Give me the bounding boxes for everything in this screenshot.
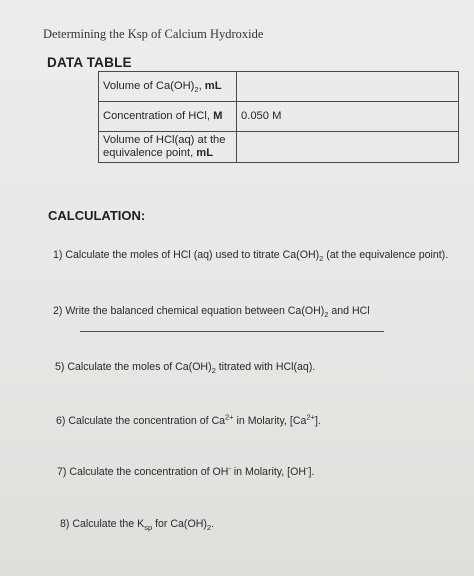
question-8: 8) Calculate the $K_{sp}$ for $Ca(OH)_2$. [60, 518, 215, 533]
row-label-volume-caoh2: Volume of $Ca(OH)_2$, mL [99, 72, 237, 102]
table-row [99, 102, 459, 132]
value-cell-concentration-hcl[interactable]: 0.050 M [237, 102, 459, 132]
value-cell-volume-hcl-equivalence[interactable] [237, 132, 459, 163]
document-title: Determining the Ksp of Calcium Hydroxide [43, 27, 264, 41]
row-label-concentration-hcl: Concentration of HCl, M [99, 102, 237, 132]
value-cell-volume-caoh2[interactable] [237, 72, 459, 102]
question-1: 1) Calculate the moles of HCl (aq) used to titrate $Ca(OH)_2$ (at the equivalence point). [53, 249, 449, 264]
table-row [99, 132, 459, 163]
question-7: 7) Calculate the concentration of OH- in Molarity, [OH-]. [57, 463, 315, 478]
row-label-volume-hcl-equivalence: Volume of HCl(aq) at the equivalence point, mL [99, 132, 237, 163]
table-row [99, 72, 459, 102]
calculation-heading: CALCULATION: [48, 208, 146, 223]
question-6: 6) Calculate the concentration of $Ca^{2+}$ in Molarity, $[Ca^{2+}]$. [56, 412, 321, 427]
data-table [98, 71, 459, 163]
question-2: 2) Write the balanced chemical equation between $Ca(OH)_2$ and HCl [53, 305, 370, 320]
data-table-heading: DATA TABLE [47, 55, 132, 70]
answer-line[interactable] [80, 331, 384, 332]
question-5: 5) Calculate the moles of $Ca(OH)_2$ titrated with HCl(aq). [55, 361, 316, 376]
